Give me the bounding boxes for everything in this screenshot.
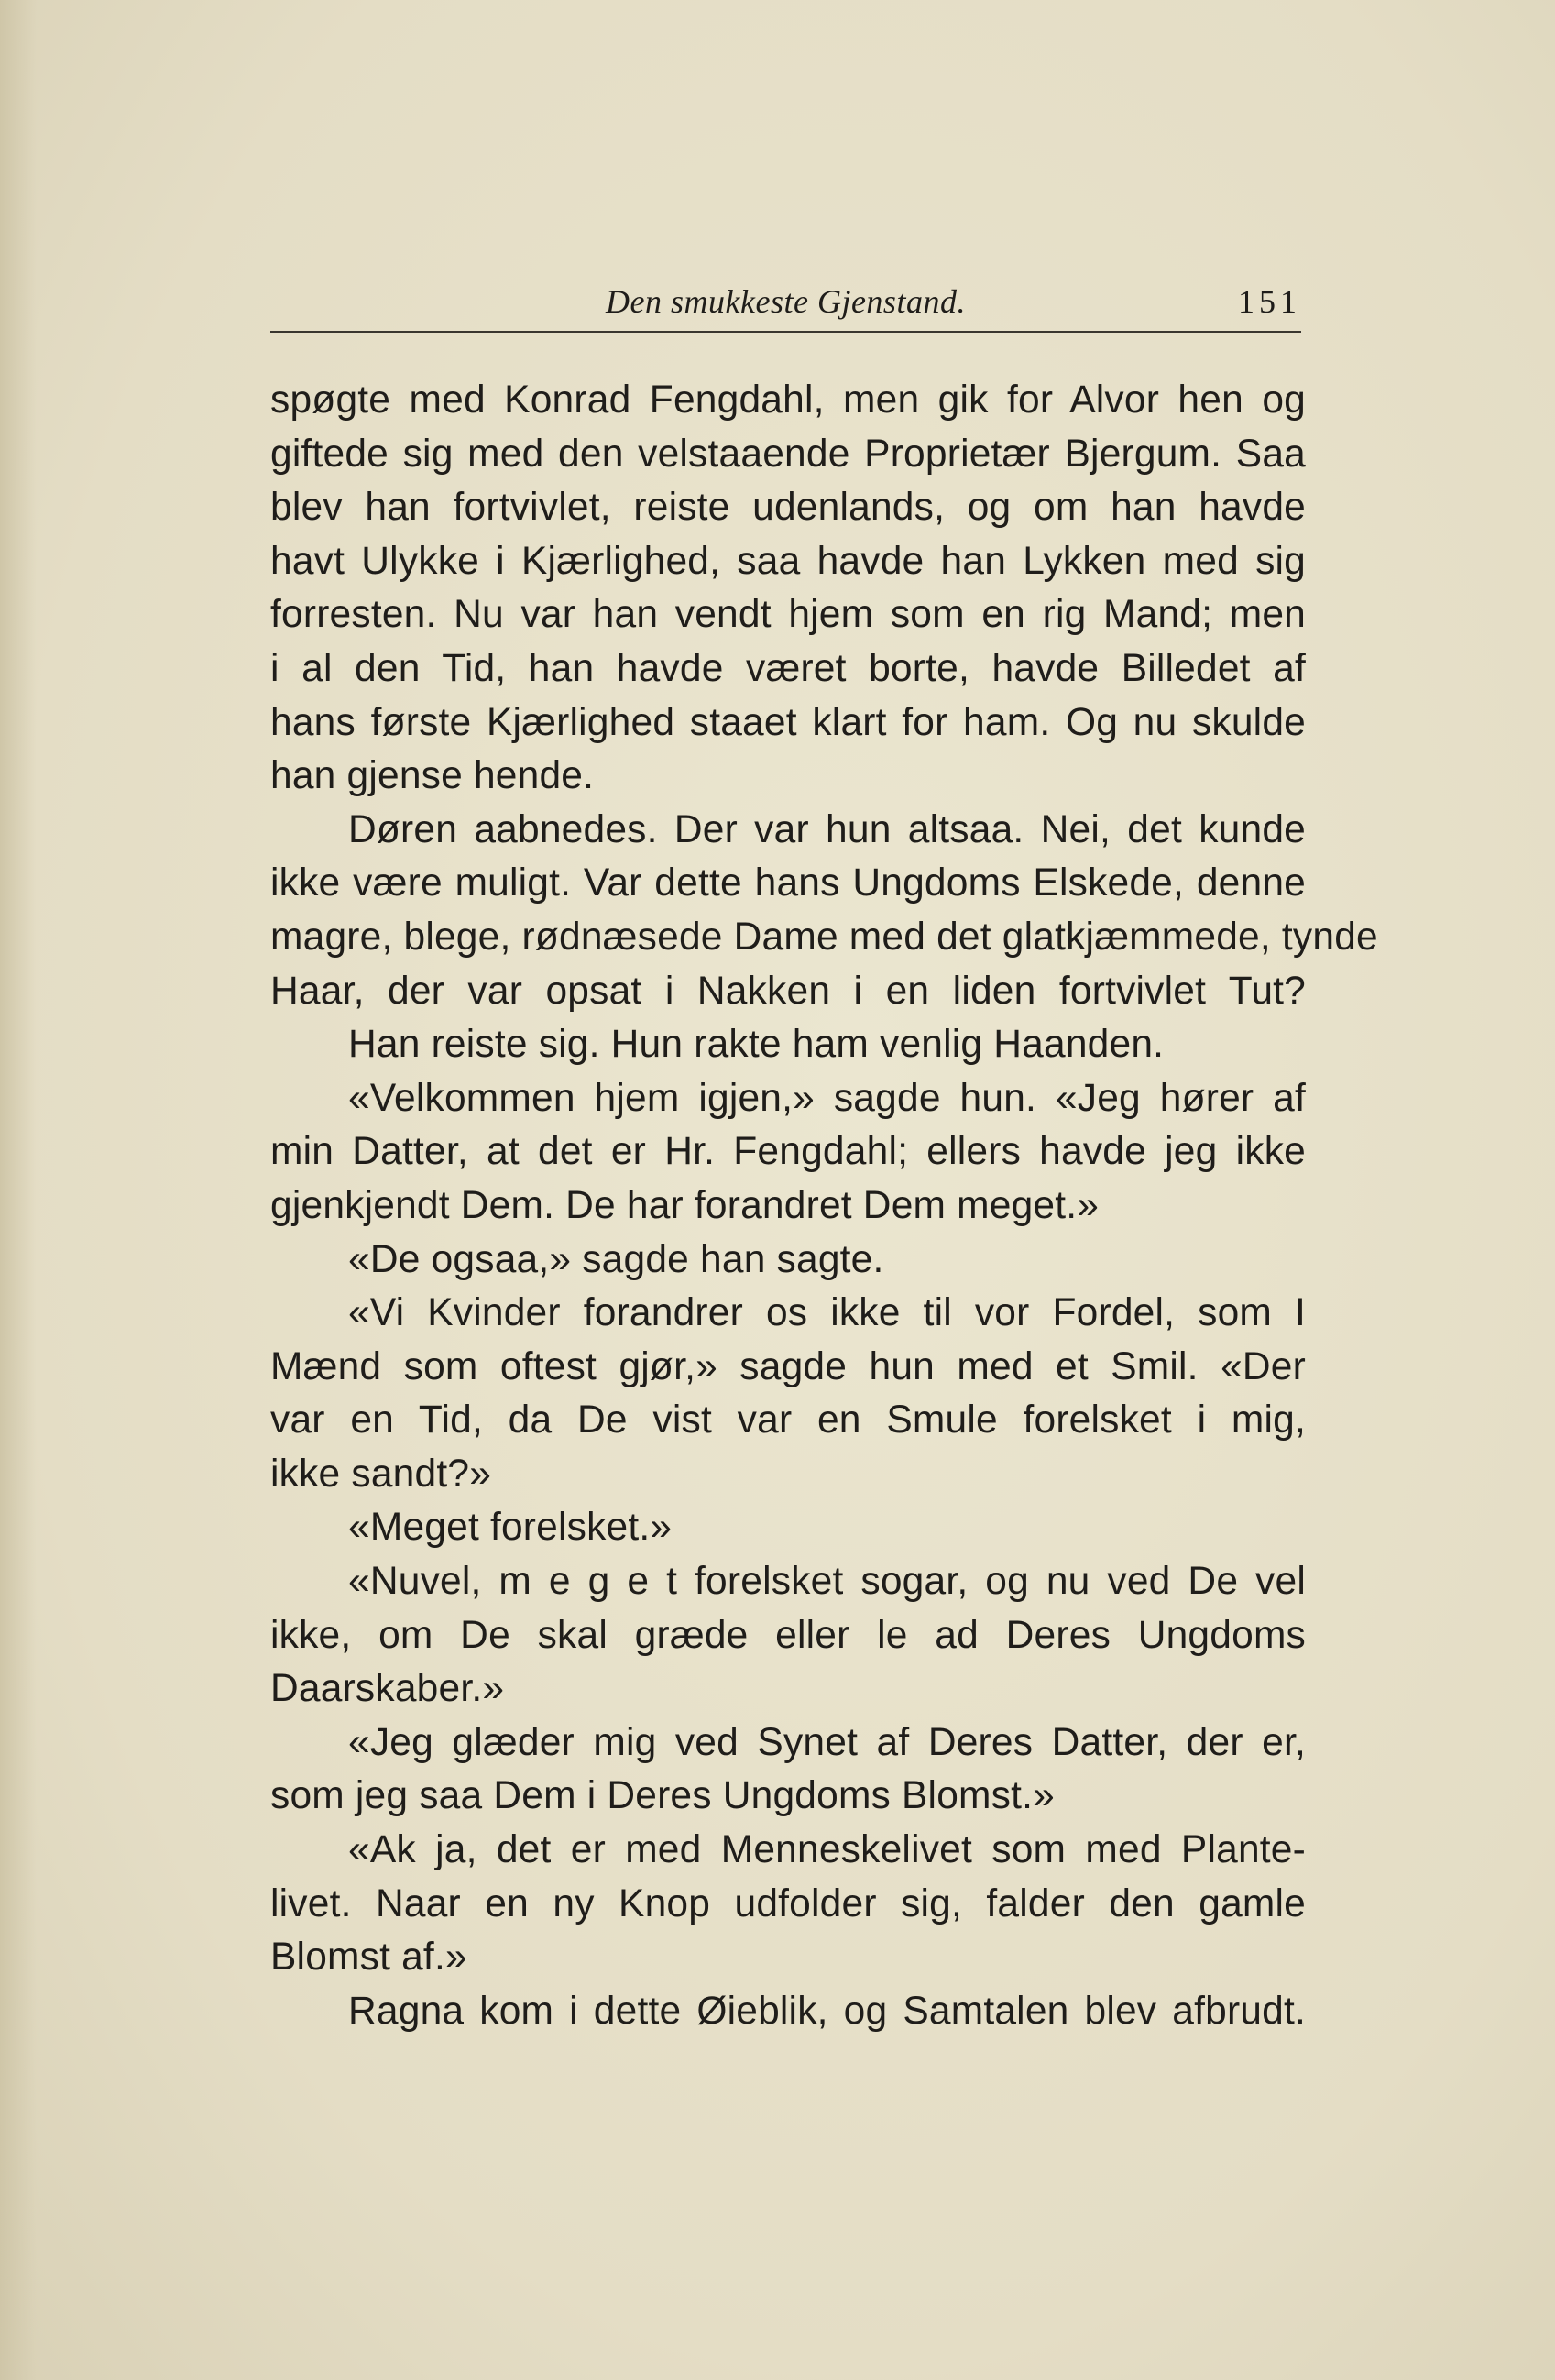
text-line: blev han fortvivlet, reiste udenlands, og om han havde (270, 486, 1306, 530)
text-line: magre, blege, rødnæsede Dame med det glatkjæmmede, tynde (270, 915, 1378, 959)
text-line: «Nuvel, m e g e t forelsket sogar, og nu ved De vel (348, 1560, 1306, 1604)
text-line: han gjense hende. (270, 754, 595, 798)
text-line: «Velkommen hjem igjen,» sagde hun. «Jeg hører af (348, 1076, 1306, 1120)
text-line: «Vi Kvinder forandrer os ikke til vor Fordel, som I (348, 1291, 1306, 1335)
text-line: havt Ulykke i Kjærlighed, saa havde han Lykken med sig (270, 539, 1306, 583)
text-line: ikke være muligt. Var dette hans Ungdoms Elskede, denne (270, 861, 1306, 905)
text-line: Mænd som oftest gjør,» sagde hun med et Smil. «Der (270, 1344, 1306, 1388)
text-line: som jeg saa Dem i Deres Ungdoms Blomst.» (270, 1774, 1055, 1818)
text-line: livet. Naar en ny Knop udfolder sig, falder den gamle (270, 1881, 1306, 1925)
text-line: giftede sig med den velstaaende Proprietær Bjergum. Saa (270, 432, 1306, 476)
text-line: spøgte med Konrad Fengdahl, men gik for Alvor hen og (270, 378, 1306, 422)
text-line: Daarskaber.» (270, 1667, 505, 1711)
page-number: 151 (1238, 283, 1301, 320)
text-line: «Jeg glæder mig ved Synet af Deres Datter, der er, (348, 1720, 1306, 1764)
text-line: Haar, der var opsat i Nakken i en liden fortvivlet Tut? (270, 969, 1306, 1013)
running-title: Den smukkeste Gjenstand. (606, 283, 966, 320)
text-line: gjenkjendt Dem. De har forandret Dem meget.» (270, 1183, 1100, 1227)
gutter-shadow (0, 0, 37, 2380)
header-rule (270, 331, 1301, 333)
body-text (270, 374, 1378, 2038)
text-line: Han reiste sig. Hun rakte ham venlig Haanden. (348, 1023, 1165, 1067)
text-line: Blomst af.» (270, 1936, 467, 1980)
text-line: var en Tid, da De vist var en Smule forelsket i mig, (270, 1398, 1306, 1442)
text-line: forresten. Nu var han vendt hjem som en rig Mand; men (270, 593, 1306, 637)
running-header (270, 275, 1301, 330)
text-line: i al den Tid, han havde været borte, havde Billedet af (270, 646, 1306, 690)
text-line: «De ogsaa,» sagde han sagte. (348, 1237, 884, 1281)
text-line: hans første Kjærlighed staaet klart for ham. Og nu skulde (270, 700, 1306, 744)
text-line: «Ak ja, det er med Menneskelivet som med Plante- (348, 1828, 1306, 1872)
text-line: min Datter, at det er Hr. Fengdahl; ellers havde jeg ikke (270, 1130, 1306, 1174)
text-line: «Meget forelsket.» (348, 1506, 673, 1550)
text-line: Døren aabnedes. Der var hun altsaa. Nei, det kunde (348, 807, 1306, 851)
text-line: ikke, om De skal græde eller le ad Deres Ungdoms (270, 1613, 1306, 1657)
text-line: ikke sandt?» (270, 1452, 492, 1496)
text-line: Ragna kom i dette Øieblik, og Samtalen blev afbrudt. (348, 1989, 1306, 2033)
